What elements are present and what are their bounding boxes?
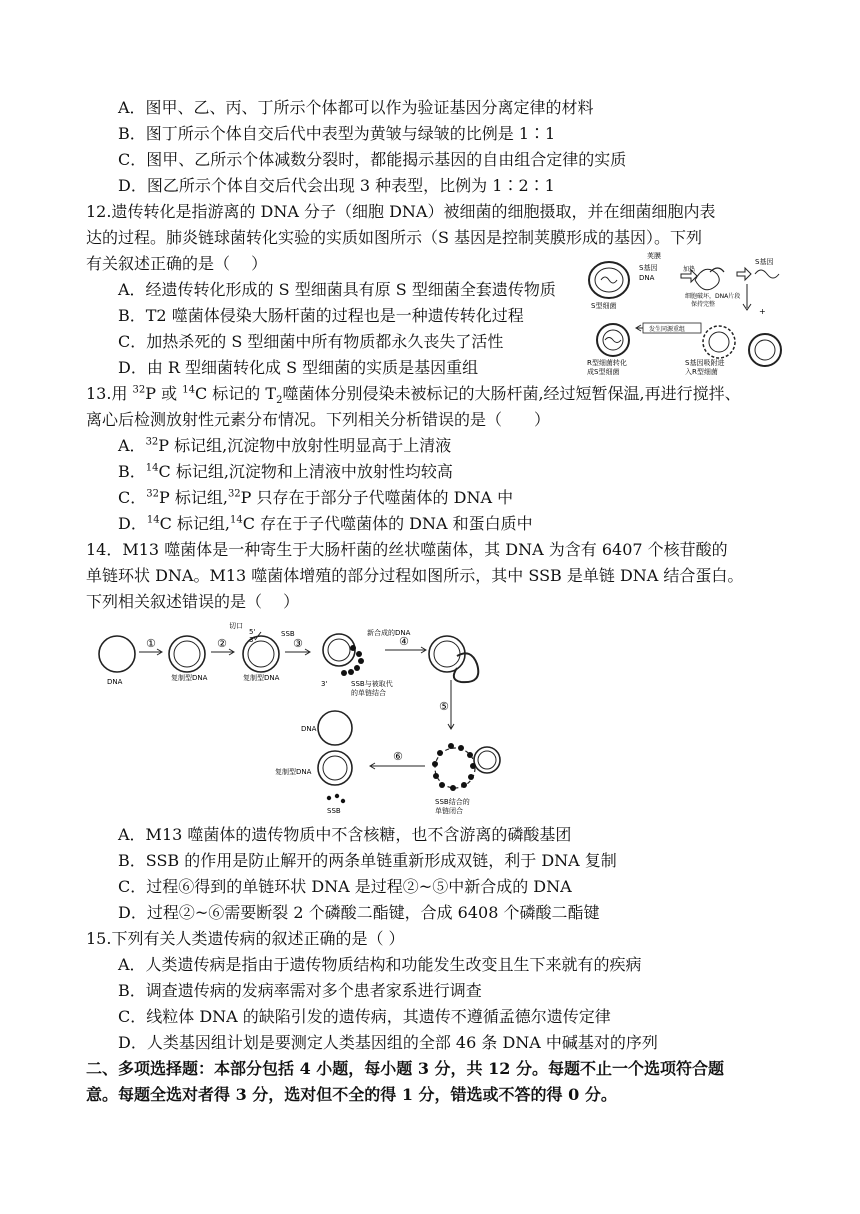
q12-stem-line2: 达的过程。肺炎链球菌转化实验的实质如图所示（S 基因是控制荚膜形成的基因）。下列 — [86, 228, 703, 247]
q12-option-d: D．由 R 型细菌转化成 S 型细菌的实质是基因重组 — [118, 358, 479, 377]
q12-stem-line3: 有关叙述正确的是（ ） — [86, 254, 268, 273]
q13-option-c: C．$^{32}$P 标记组,$^{32}$P 只存在于部分子代噬菌体的 DNA 中 — [118, 488, 514, 507]
q15-stem: 15.下列有关人类遗传病的叙述正确的是（ ） — [86, 929, 405, 948]
m13-replication-diagram — [95, 618, 505, 818]
q14-stem-line3: 下列相关叙述错误的是（ ） — [86, 592, 300, 611]
section2-line2: 意。每题全选对者得 3 分，选对但不全的得 1 分，错选或不答的得 0 分。 — [86, 1085, 617, 1104]
q13-option-a: A．$^{32}$P 标记组,沉淀物中放射性明显高于上清液 — [118, 436, 452, 455]
ssb-label-2: SSB — [327, 807, 341, 815]
q12-option-a: A．经遗传转化形成的 S 型细菌具有原 S 型细菌全套遗传物质 — [118, 280, 556, 299]
new-dna-label: 新合成的DNA — [367, 629, 411, 637]
q13-stem-line2: 离心后检测放射性元素分布情况。下列相关分析错误的是（ ） — [86, 410, 551, 429]
rf-dna-label-3: 复制型DNA — [275, 768, 312, 776]
section2-line1: 二、多项选择题：本部分包括 4 小题，每小题 3 分，共 12 分。每题不止一个选项符合题 — [86, 1059, 724, 1078]
q11-option-d: D．图乙所示个体自交后代会出现 3 种表型，比例为 1∶2∶1 — [118, 176, 555, 195]
q11-option-c: C．图甲、乙所示个体减数分裂时，都能揭示基因的自由组合定律的实质 — [118, 150, 627, 169]
absorb-label-2: 入R型细菌 — [685, 368, 718, 376]
q13-option-d: D．$^{14}$C 标记组,$^{14}$C 存在于子代噬菌体的 DNA 和蛋白质中 — [118, 514, 533, 533]
recombine-label: 发生同源重组 — [649, 326, 686, 333]
three-prime-label-2: 3' — [321, 680, 328, 688]
rf-dna-label-2: 复制型DNA — [243, 674, 280, 682]
ssb-label: SSB — [281, 630, 295, 638]
transformation-diagram — [585, 250, 785, 378]
q11-option-b: B．图丁所示个体自交后代中表型为黄皱与绿皱的比例是 1∶1 — [118, 124, 556, 143]
q15-option-c: C．线粒体 DNA 的缺陷引发的遗传病，其遗传不遵循孟德尔遗传定律 — [118, 1007, 611, 1026]
broken-label: 细胞破坏，DNA片段 — [685, 293, 741, 300]
ssb-bound-label-2: 的单链结合 — [351, 689, 386, 697]
q14-option-a: A．M13 噬菌体的遗传物质中不含核糖，也不含游离的磷酸基团 — [118, 825, 572, 844]
q15-option-a: A．人类遗传病是指由于遗传物质结构和功能发生改变且生下来就有的疾病 — [118, 955, 642, 974]
q12-stem-line1: 12.遗传转化是指游离的 DNA 分子（细胞 DNA）被细菌的细胞摄取，并在细菌细胞内表 — [86, 202, 716, 221]
step-4-label: ④ — [399, 635, 409, 648]
plus-sign: + — [759, 307, 766, 316]
three-prime-label: 3' — [249, 636, 256, 644]
step-6-label: ⑥ — [393, 750, 403, 763]
dna-label: DNA — [639, 274, 655, 282]
s-gene-label: S基因 — [639, 264, 658, 272]
intact-label: 保持完整 — [691, 301, 716, 308]
q14-option-c: C．过程⑥得到的单链环状 DNA 是过程②~⑤中新合成的 DNA — [118, 877, 572, 896]
s-gene-free-label: S基因 — [755, 258, 774, 266]
q11-option-a: A．图甲、乙、丙、丁所示个体都可以作为验证基因分离定律的材料 — [118, 98, 594, 117]
r-to-s-label-1: R型细菌转化 — [587, 359, 627, 367]
rf-dna-label: 复制型DNA — [171, 674, 208, 682]
q14-option-b: B．SSB 的作用是防止解开的两条单链重新形成双链，利于 DNA 复制 — [118, 851, 617, 870]
heat-label: 加热 — [683, 266, 696, 273]
q13-stem-line1: 13.用 $^{32}$P 或 $^{14}$C 标记的 $T_2$噬菌体分别侵染未被标记的大肠杆菌,经过短暂保温,再进行搅拌、 — [86, 384, 741, 407]
absorb-label-1: S基因吸附进 — [685, 359, 725, 367]
dna-label: DNA — [107, 678, 123, 686]
step-5-label: ⑤ — [439, 700, 449, 713]
step-2-label: ② — [217, 637, 227, 650]
capsule-label: 荚膜 — [647, 252, 661, 260]
r-to-s-label-2: 成S型细菌 — [587, 368, 620, 376]
five-prime-label: 5' — [249, 628, 256, 636]
q14-option-d: D．过程②~⑥需要断裂 2 个磷酸二酯键，合成 6408 个磷酸二酯键 — [118, 903, 600, 922]
q13-option-b: B．$^{14}$C 标记组,沉淀物和上清液中放射性均较高 — [118, 462, 453, 481]
ssb-bound-label-1: SSB与被取代 — [351, 680, 393, 688]
nick-label: 切口 — [229, 622, 243, 630]
q15-option-b: B．调查遗传病的发病率需对多个患者家系进行调查 — [118, 981, 482, 1000]
step-3-label: ③ — [293, 637, 303, 650]
ssb-closed-label-2: 单链闭合 — [435, 807, 463, 815]
q14-stem-line1: 14．M13 噬菌体是一种寄生于大肠杆菌的丝状噬菌体，其 DNA 为含有 6407 个核苷酸的 — [86, 540, 728, 559]
q12-option-b: B．T2 噬菌体侵染大肠杆菌的过程也是一种遗传转化过程 — [118, 306, 524, 325]
ssb-closed-label-1: SSB结合的 — [435, 798, 470, 806]
dna-label-2: DNA — [301, 725, 317, 733]
q12-option-c: C．加热杀死的 S 型细菌中所有物质都永久丧失了活性 — [118, 332, 504, 351]
step-1-label: ① — [146, 637, 156, 650]
q14-stem-line2: 单链环状 DNA。M13 噬菌体增殖的部分过程如图所示，其中 SSB 是单链 DNA 结合蛋白。 — [86, 566, 744, 585]
s-bacteria-label: S型细菌 — [591, 302, 617, 310]
q15-option-d: D．人类基因组计划是要测定人类基因组的全部 46 条 DNA 中碱基对的序列 — [118, 1033, 658, 1052]
